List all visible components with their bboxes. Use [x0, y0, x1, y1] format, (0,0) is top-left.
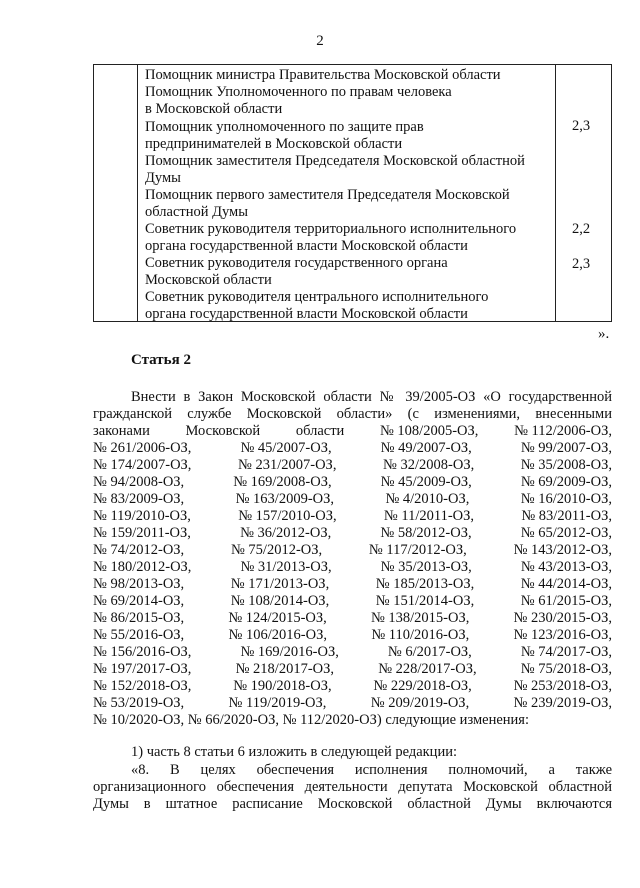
law-ref: № 123/2016-ОЗ,	[513, 627, 612, 643]
law-ref: № 218/2017-ОЗ,	[235, 661, 335, 677]
law-ref: № 6/2017-ОЗ,	[387, 644, 472, 660]
table-row: Московской области	[145, 272, 272, 288]
table-row: Помощник Уполномоченного по правам человека	[145, 84, 452, 100]
law-ref: № 228/2017-ОЗ,	[378, 661, 477, 677]
law-ref: № 169/2008-ОЗ,	[233, 474, 332, 490]
law-list	[93, 423, 612, 712]
table-row: органа государственной власти Московской области	[145, 306, 468, 322]
law-row	[93, 474, 612, 491]
law-ref: № 197/2017-ОЗ,	[93, 661, 192, 677]
law-ref: № 229/2018-ОЗ,	[373, 678, 472, 694]
law-ref: № 108/2005-ОЗ,	[379, 423, 479, 439]
law-ref: № 108/2014-ОЗ,	[230, 593, 330, 609]
law-row	[93, 508, 612, 525]
law-ref: № 36/2012-ОЗ,	[240, 525, 332, 541]
table-value: 2,3	[572, 256, 591, 272]
table-row: Помощник уполномоченного по защите прав	[145, 119, 424, 135]
law-ref: № 117/2012-ОЗ,	[368, 542, 467, 558]
quote-line: организационного обеспечения деятельности депутата Московской областной	[93, 779, 612, 795]
law-ref: № 74/2017-ОЗ,	[520, 644, 612, 660]
law-ref: № 169/2016-ОЗ,	[240, 644, 339, 660]
table-row: предпринимателей в Московской области	[145, 136, 403, 152]
law-ref: № 45/2009-ОЗ,	[380, 474, 472, 490]
table-row: в Московской области	[145, 101, 283, 117]
table-row: Помощник первого заместителя Председателя Московской	[145, 187, 510, 203]
law-ref: № 4/2010-ОЗ,	[385, 491, 470, 507]
law-row	[93, 695, 612, 712]
law-ref: № 31/2013-ОЗ,	[240, 559, 332, 575]
law-ref: № 174/2007-ОЗ,	[93, 457, 192, 473]
law-last-line: № 10/2020-ОЗ, № 66/2020-ОЗ, № 112/2020-ОЗ) следующие изменения:	[93, 712, 529, 728]
law-ref: № 190/2018-ОЗ,	[233, 678, 332, 694]
law-ref: № 75/2012-ОЗ,	[230, 542, 323, 558]
law-ref: № 75/2018-ОЗ,	[520, 661, 612, 677]
law-ref: № 74/2012-ОЗ,	[93, 542, 185, 558]
law-row	[93, 423, 612, 440]
law-row	[93, 440, 612, 457]
law-ref: № 49/2007-ОЗ,	[380, 440, 472, 456]
law-ref: № 32/2008-ОЗ,	[383, 457, 475, 473]
law-ref: № 110/2016-ОЗ,	[371, 627, 470, 643]
law-ref: Московской	[185, 423, 261, 439]
law-row	[93, 610, 612, 627]
law-ref: № 35/2013-ОЗ,	[380, 559, 472, 575]
law-ref: № 253/2018-ОЗ,	[513, 678, 612, 694]
table-row: Помощник министра Правительства Московской области	[145, 67, 501, 83]
law-ref: № 119/2010-ОЗ,	[93, 508, 191, 524]
law-ref: законами	[93, 423, 150, 439]
law-row	[93, 559, 612, 576]
law-row	[93, 593, 612, 610]
law-ref: № 112/2006-ОЗ,	[514, 423, 612, 439]
law-ref: № 119/2019-ОЗ,	[228, 695, 327, 711]
law-row	[93, 678, 612, 695]
law-ref: № 124/2015-ОЗ,	[228, 610, 327, 626]
table-divider-left	[137, 64, 138, 322]
table-value: 2,2	[572, 221, 591, 237]
law-ref: № 185/2013-ОЗ,	[375, 576, 475, 592]
law-ref: № 45/2007-ОЗ,	[240, 440, 332, 456]
law-ref: № 43/2013-ОЗ,	[520, 559, 612, 575]
table-row: Думы	[145, 170, 181, 186]
item-1: 1) часть 8 статьи 6 изложить в следующей редакции:	[131, 744, 457, 760]
law-ref: области	[295, 423, 345, 439]
page-number: 2	[316, 33, 324, 49]
law-ref: № 171/2013-ОЗ,	[230, 576, 330, 592]
law-ref: № 99/2007-ОЗ,	[520, 440, 612, 456]
law-ref: № 53/2019-ОЗ,	[93, 695, 185, 711]
law-row	[93, 576, 612, 593]
intro-line: гражданской службе Московской области» (с изменениями, внесенными	[93, 406, 612, 422]
law-row	[93, 644, 612, 661]
table-row: Советник руководителя государственного органа	[145, 255, 448, 271]
law-ref: № 209/2019-ОЗ,	[370, 695, 470, 711]
law-ref: № 94/2008-ОЗ,	[93, 474, 185, 490]
law-row	[93, 542, 612, 559]
quote-line: «8. В целях обеспечения исполнения полномочий, а также	[131, 762, 612, 778]
law-ref: № 138/2015-ОЗ,	[370, 610, 470, 626]
law-ref: № 180/2012-ОЗ,	[93, 559, 192, 575]
law-ref: № 35/2008-ОЗ,	[520, 457, 612, 473]
law-ref: № 231/2007-ОЗ,	[238, 457, 337, 473]
quote-line: Думы в штатное расписание Московской областной Думы включаются	[93, 796, 612, 812]
law-ref: № 163/2009-ОЗ,	[235, 491, 335, 507]
law-ref: № 83/2011-ОЗ,	[521, 508, 612, 524]
table-divider-right	[555, 64, 556, 322]
quote-close: ».	[598, 326, 610, 342]
law-ref: № 156/2016-ОЗ,	[93, 644, 192, 660]
law-row	[93, 491, 612, 508]
law-ref: № 261/2006-ОЗ,	[93, 440, 192, 456]
table-row: органа государственной власти Московской области	[145, 238, 468, 254]
law-row	[93, 525, 612, 542]
law-ref: № 86/2015-ОЗ,	[93, 610, 185, 626]
table-row: Помощник заместителя Председателя Московской областной	[145, 153, 525, 169]
law-ref: № 65/2012-ОЗ,	[520, 525, 612, 541]
law-ref: № 44/2014-ОЗ,	[520, 576, 612, 592]
table-row: Советник руководителя центрального исполнительного	[145, 289, 489, 305]
law-ref: № 239/2019-ОЗ,	[513, 695, 612, 711]
table-row: Советник руководителя территориального исполнительного	[145, 221, 517, 237]
law-ref: № 152/2018-ОЗ,	[93, 678, 192, 694]
law-row	[93, 661, 612, 678]
table-row: областной Думы	[145, 204, 248, 220]
table-value: 2,3	[572, 118, 591, 134]
law-ref: № 11/2011-ОЗ,	[383, 508, 475, 524]
law-ref: № 157/2010-ОЗ,	[238, 508, 337, 524]
law-ref: № 61/2015-ОЗ,	[520, 593, 612, 609]
article-heading: Статья 2	[131, 352, 191, 368]
law-ref: № 151/2014-ОЗ,	[375, 593, 475, 609]
law-ref: № 143/2012-ОЗ,	[513, 542, 612, 558]
law-row	[93, 627, 612, 644]
intro-line: Внести в Закон Московской области № 39/2005-ОЗ «О государственной	[131, 389, 612, 405]
law-row	[93, 457, 612, 474]
law-ref: № 230/2015-ОЗ,	[513, 610, 612, 626]
law-ref: № 159/2011-ОЗ,	[93, 525, 191, 541]
law-ref: № 69/2009-ОЗ,	[520, 474, 612, 490]
law-ref: № 83/2009-ОЗ,	[93, 491, 185, 507]
law-ref: № 69/2014-ОЗ,	[93, 593, 185, 609]
law-ref: № 58/2012-ОЗ,	[380, 525, 472, 541]
law-ref: № 106/2016-ОЗ,	[228, 627, 327, 643]
law-ref: № 55/2016-ОЗ,	[93, 627, 185, 643]
law-ref: № 16/2010-ОЗ,	[520, 491, 612, 507]
law-ref: № 98/2013-ОЗ,	[93, 576, 185, 592]
